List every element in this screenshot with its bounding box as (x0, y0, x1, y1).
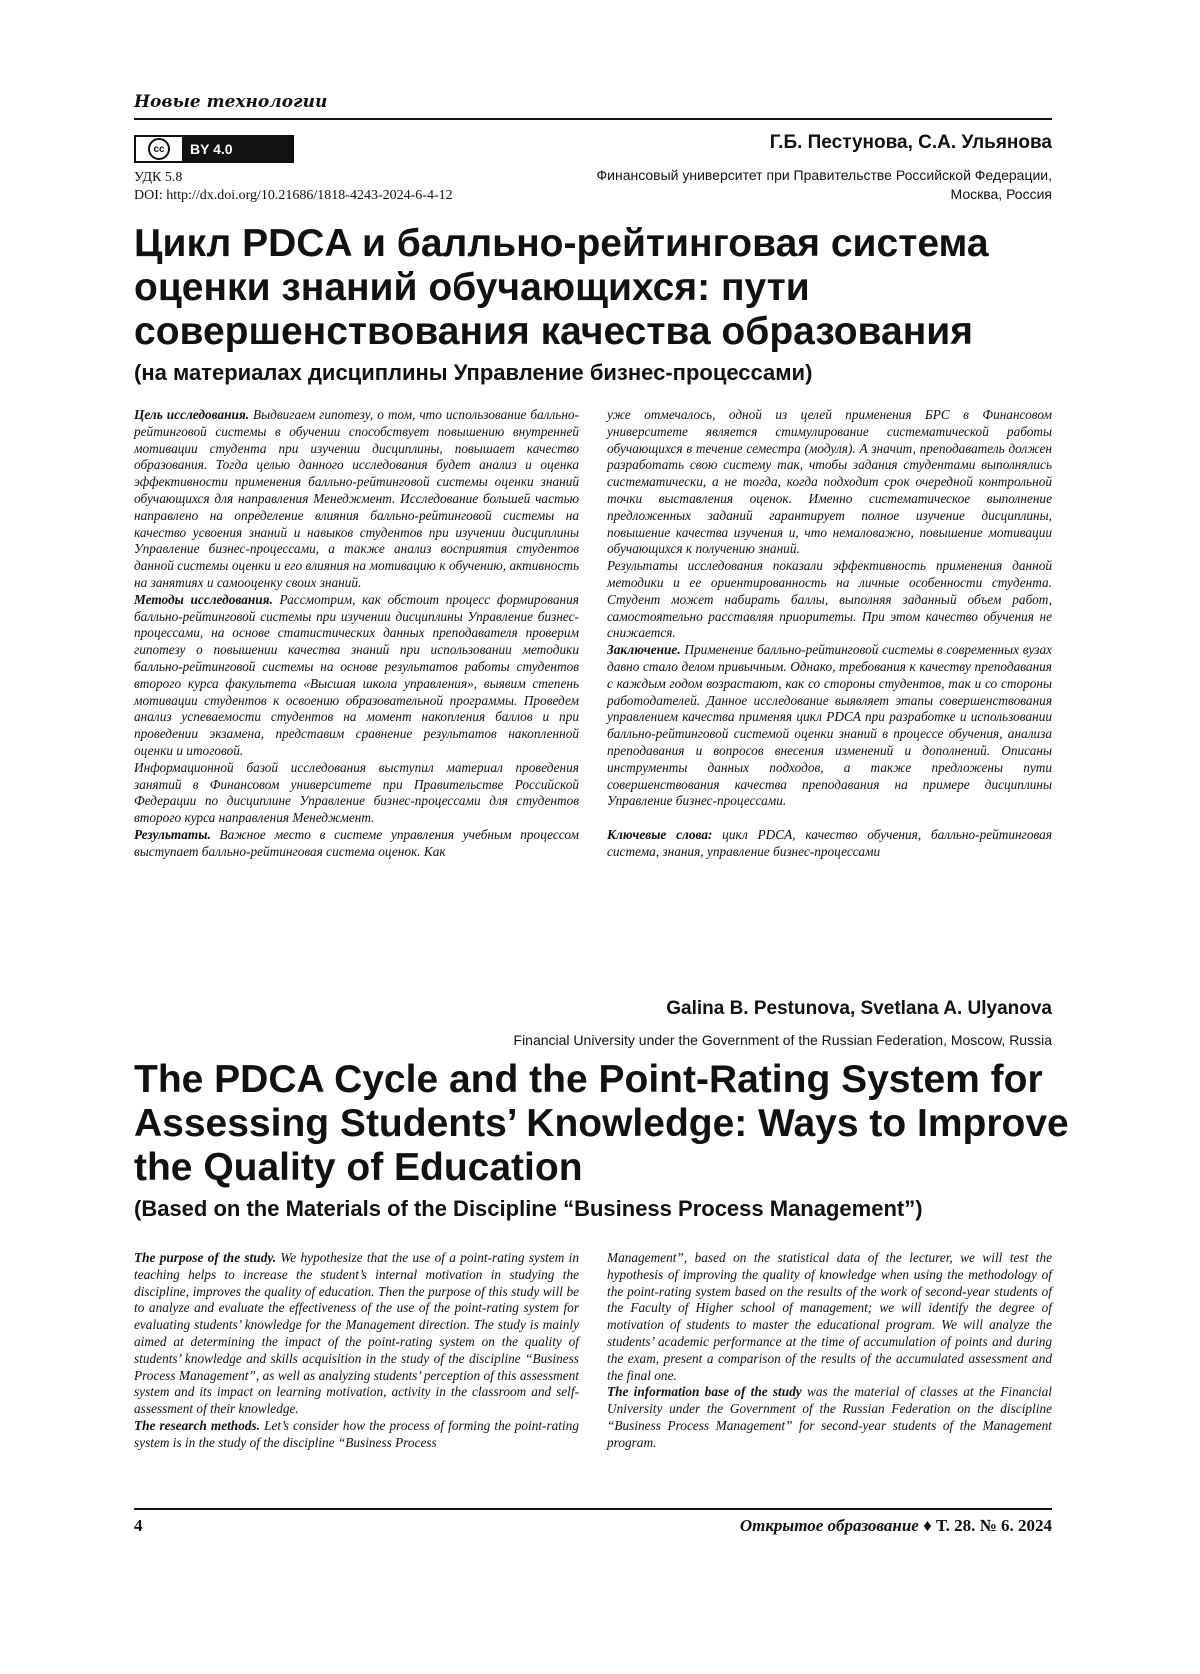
affiliation-en: Financial University under the Government of the Russian Federation, Moscow, Russia (513, 1032, 1052, 1048)
cc-license-badge[interactable] (134, 135, 294, 163)
conclusion-heading-ru: Заключение. (607, 642, 681, 658)
cc-logo (136, 137, 182, 161)
cc-icon: cc (148, 138, 170, 160)
doi-link[interactable]: DOI: http://dx.doi.org/10.21686/1818-4243-2024-6-4-12 (134, 188, 453, 203)
authors-ru: Г.Б. Пестунова, С.А. Ульянова (769, 132, 1052, 153)
purpose-heading-en: The purpose of the study. (134, 1250, 277, 1265)
abstract-purpose-en (134, 1250, 579, 1418)
info-text-en: was the material of classes at the Financial University under the Government of the Russian Federation on the discipline “Business Process Management” for second-year students of the Management program. (607, 1384, 1053, 1450)
abstract-conclusion-ru (607, 642, 1052, 810)
methods-text-en: Let’s consider how the process of forming the point-rating system is in the study of the discipline “Business Process (134, 1417, 579, 1450)
abstract-results-cont-ru: уже отмечалось, одной из целей применения БРС в Финансовом университете является стимулирование систематической работы обучающихся в течение семестра (модуля). А значит, преподаватель должен разработать свою систему так, чтобы задания студентами выполнялись систематически, а не тогда, когда подходит срок очередной контрольной точки выставления оценок. Именно систематическое выполнение предложенных заданий гарантирует полное изучение дисциплины, повышение качества изучения и, что немаловажно, повышение мотивации обучающихся к получению знаний. (607, 407, 1052, 557)
license-label: BY 4.0 (182, 137, 292, 161)
journal-name: Открытое образование (739, 1516, 919, 1535)
abstract-ru-left-column (134, 407, 579, 861)
abstract-info-ru: Информационной базой исследования выступил материал проведения занятий в Финансовом университете при Правительстве Российской Федерации по дисциплине Управление бизнес-процессами для студентов второго курса направления Менеджмент. (134, 759, 579, 826)
keywords-text-ru: цикл PDCA, качество обучения, балльно-рейтинговая система, знания, управление бизнес-процессами (607, 827, 1052, 859)
affiliation-ru-line2: Москва, Россия (950, 186, 1052, 202)
abstract-en-left-column (134, 1250, 579, 1452)
methods-text-ru: Рассмотрим, как обстоит процесс формирования балльно-рейтинговой системы при изучении дисциплины Управление бизнес-процессами, на основе статистических данных преподавателя проверим гипотезу о повышении качества знаний при использовании методики балльно-рейтинговой системы на основе результатов работы студентов второго курса факультета «Высшая школа управления», выявим степень мотивации студентов к освоению образовательной программы. Проведем анализ успеваемости студентов на момент накопления баллов и при проведении экзамена, представим сравнение результатов накопленной оценки и итоговой. (134, 591, 579, 758)
abstract-purpose-ru (134, 407, 579, 592)
subtitle-ru: (на материалах дисциплины Управление бизнес-процессами) (134, 360, 813, 385)
top-divider (134, 118, 1052, 120)
authors-en: Galina B. Pestunova, Svetlana A. Ulyanova (666, 998, 1052, 1019)
abstract-methods-en (134, 1418, 579, 1452)
affiliation-ru-line1: Финансовый университет при Правительстве Российской Федерации, (596, 167, 1052, 183)
purpose-heading-ru: Цель исследования. (134, 407, 250, 422)
udk-code: УДК 5.8 (134, 170, 183, 185)
abstract-methods-cont-en: Management”, based on the statistical data of the lecturer, we will test the hypothesis of improving the quality of knowledge when using the methodology of the point-rating system based on the results of the work of second-year students of the Faculty of Higher school of management; we will identify the degree of motivation of students to master the educational program. We will analyze the students’ academic performance at the time of accumulation of points and during the exam, present a comparison of the results of the accumulated assessment and the final one. (607, 1250, 1052, 1383)
methods-heading-en: The research methods. (134, 1417, 260, 1433)
results-heading-ru: Результаты. (134, 826, 211, 842)
title-en: The PDCA Cycle and the Point-Rating System for Assessing Students’ Knowledge: Ways to Improve the Quality of Education (134, 1058, 1069, 1189)
keywords-ru (607, 827, 1052, 861)
abstract-results-findings-ru: Результаты исследования показали эффективность применения данной методики и ее ориентированность на личные особенности студента. Студент может набирать баллы, выполняя заданный объем работ, самостоятельно расставляя приоритеты. При этом качество обучения не снижается. (607, 558, 1052, 641)
abstract-results-ru (134, 827, 579, 861)
results-text-ru: Важное место в системе управления учебным процессом выступает балльно-рейтинговая система оценок. Как (134, 826, 579, 859)
abstract-methods-ru (134, 592, 579, 760)
section-label: Новые технологии (134, 92, 328, 112)
title-ru: Цикл PDCA и балльно-рейтинговая система оценки знаний обучающихся: пути совершенствования качества образования (134, 222, 989, 353)
bottom-divider (134, 1508, 1052, 1510)
keywords-label-ru: Ключевые слова: (607, 827, 713, 843)
methods-heading-ru: Методы исследования. (134, 591, 273, 607)
affiliation-ru (532, 166, 1052, 204)
info-heading-en: The information base of the study (607, 1384, 802, 1400)
abstract-info-en (607, 1384, 1052, 1451)
subtitle-en: (Based on the Materials of the Discipline “Business Process Management”) (134, 1196, 923, 1221)
diamond-icon: ♦ (918, 1516, 937, 1535)
page-number: 4 (134, 1516, 143, 1535)
abstract-en-right-column (607, 1250, 1052, 1452)
journal-footer (740, 1516, 1052, 1536)
journal-volume: Т. 28. № 6. 2024 (936, 1516, 1052, 1535)
conclusion-text-ru: Применение балльно-рейтинговой системы в современных вузах давно стало делом привычным. Однако, требования к качеству преподавания с каждым годом возрастают, как со стороны студентов, так и со стороны работодателей. Данное исследование выявляет этапы совершенствования управлением качества применяя цикл PDCA при разработке и использовании балльно-рейтинговой системой оценки знаний в процессе обучения, анализа преподавания и вопросов внесения изменений и дополнений. Описаны инструменты данных подходов, а также предложены пути совершенствования качества преподавания на примере дисциплины Управление бизнес-процессами. (607, 642, 1052, 809)
abstract-ru-right-column (607, 407, 1052, 861)
purpose-text-en: We hypothesize that the use of a point-rating system in teaching helps to increase the student’s internal motivation in studying the discipline, improves the quality of education. Then the purpose of this study will be to analyze and evaluate the effectiveness of the use of the point-rating system for evaluating students’ knowledge for the Management direction. The study is mainly aimed at determining the impact of the point-rating system on the quality of students’ knowledge and skills acquisition in the study of the discipline “Business Process Management”, as well as analyzing students’ perception of this assessment system and its impact on learning motivation, activity in the classroom and self-assessment of their knowledge. (134, 1250, 579, 1417)
article-identifiers (134, 169, 453, 205)
purpose-text-ru: Выдвигаем гипотезу, о том, что использование балльно-рейтинговой системы в обучении способствует повышению внутренней мотивации студента при изучении дисциплины, повышает качество образования. Тогда целью данного исследования будет анализ и оценка эффективности применения балльно-рейтинговой системы оценки знаний обучающихся для направления Менеджмент. Исследование большей частью направлено на определение влияния балльно-рейтинговой системы на качество усвоения знаний и навыков студентов при изучении дисциплины Управление бизнес-процессами, а также анализ восприятия студентов данной системы оценки и его влияния на мотивацию к обучению, активность на занятиях и самооценку своих знаний. (134, 407, 579, 590)
